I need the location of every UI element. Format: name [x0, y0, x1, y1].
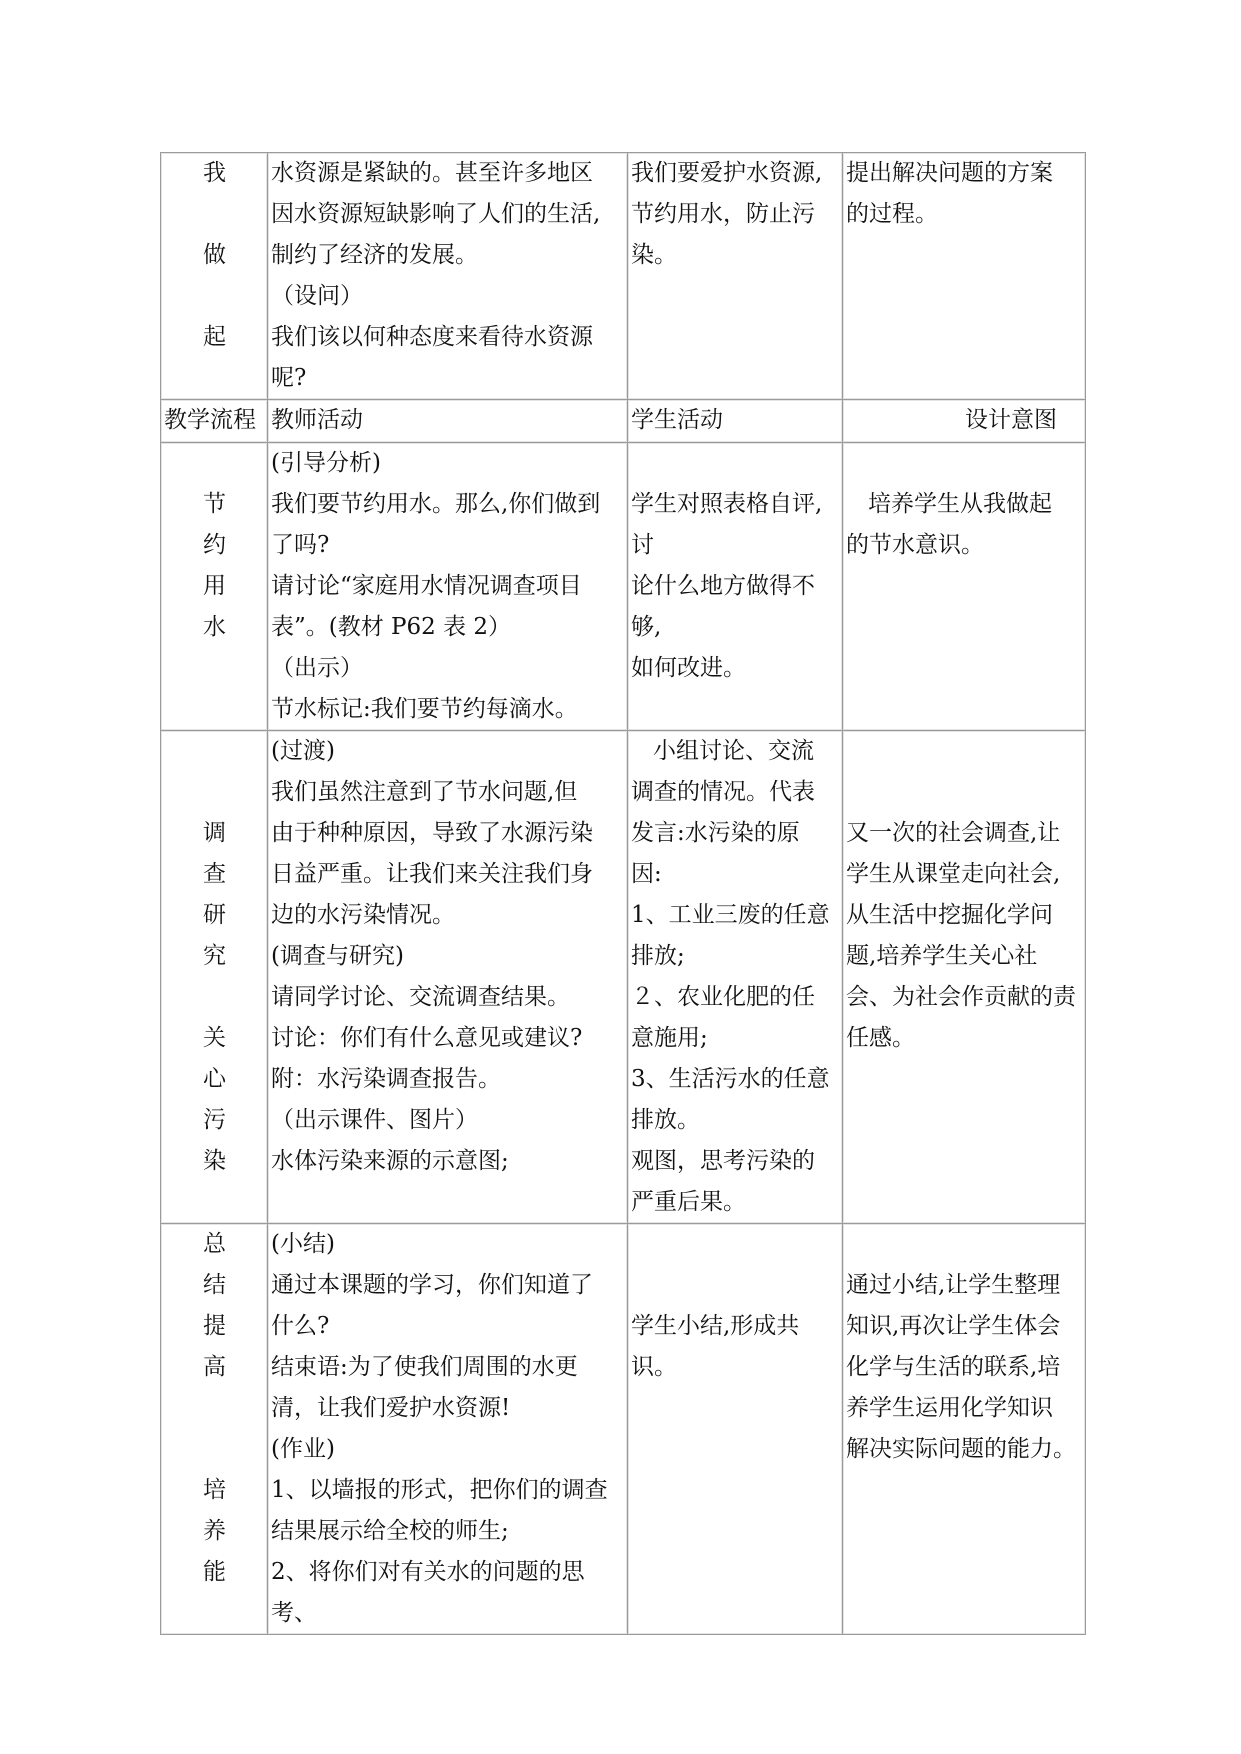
text-line: 水资源是紧缺的。甚至许多地区: [271, 160, 593, 186]
text-line: 结果展示给全校的师生;: [271, 1518, 509, 1544]
text-line: 因水资源短缺影响了人们的生活,: [271, 201, 601, 227]
text-line: 通过小结,让学生整理: [846, 1272, 1061, 1298]
text-line: 请讨论“家庭用水情况调查项目: [271, 573, 582, 599]
table-header-row: [161, 400, 1086, 443]
text-line: (引导分析): [271, 450, 381, 476]
text-line: 讨: [631, 532, 654, 558]
lesson-plan-table: [160, 152, 1086, 1635]
text-line: 边的水污染情况。: [271, 902, 455, 928]
text-line: 我们虽然注意到了节水问题,但: [271, 779, 578, 805]
table-row-start-from-me: [161, 153, 1086, 400]
stage-char: 做: [203, 242, 226, 268]
text-line: 通过本课题的学习，你们知道了: [271, 1272, 593, 1298]
stage-cell: [161, 153, 268, 400]
text-line: 了吗?: [271, 532, 330, 558]
table-row-save-water: [161, 443, 1086, 731]
text-line: 节水标记:我们要节约每滴水。: [271, 696, 578, 722]
text-line: 严重后果。: [631, 1189, 746, 1215]
text-line: 解决实际问题的能力。: [846, 1436, 1076, 1462]
text-line: 的过程。: [846, 201, 938, 227]
text-line: 养学生运用化学知识: [846, 1395, 1053, 1421]
text-line: 清，让我们爱护水资源!: [271, 1395, 511, 1421]
text-line: 学生对照表格自评,: [631, 491, 823, 517]
student-activity-cell: [628, 1224, 843, 1635]
text-line: 2、将你们对有关水的问题的思考、: [271, 1559, 585, 1626]
stage-char: 染: [203, 1148, 226, 1174]
stage-char: 结: [203, 1272, 226, 1298]
stage-char: 起: [203, 324, 226, 350]
text-line: 从生活中挖掘化学问: [846, 902, 1053, 928]
text-line: 什么?: [271, 1313, 330, 1339]
text-line: 培养学生从我做起: [868, 491, 1052, 517]
text-line: 意施用;: [631, 1025, 708, 1051]
text-line: 我们要爱护水资源,: [631, 160, 823, 186]
text-line: 因:: [631, 861, 662, 887]
teacher-activity-cell: [268, 443, 628, 731]
student-activity-cell: [628, 153, 843, 400]
stage-char: 总: [203, 1231, 226, 1257]
stage-char: 心: [203, 1066, 226, 1092]
text-line: 排放;: [631, 943, 685, 969]
text-line: 小组讨论、交流: [653, 738, 814, 764]
text-line: 又一次的社会调查,让: [846, 820, 1061, 846]
text-line: 染。: [631, 242, 677, 268]
text-line: 题,培养学生关心社: [846, 943, 1038, 969]
text-line: 够,: [631, 614, 662, 640]
stage-char: 培: [203, 1477, 226, 1503]
text-line: 讨论：你们有什么意见或建议?: [271, 1025, 583, 1051]
stage-char: 提: [203, 1313, 226, 1339]
text-line: 我们要节约用水。那么,你们做到: [271, 491, 601, 517]
text-line: 附：水污染调查报告。: [271, 1066, 501, 1092]
text-line: (作业): [271, 1436, 335, 1462]
text-line: (小结): [271, 1231, 335, 1257]
stage-cell: [161, 443, 268, 731]
text-line: 会、为社会作贡献的责: [846, 984, 1076, 1010]
student-activity-cell: [628, 443, 843, 731]
text-line: ２、农业化肥的任: [631, 984, 815, 1010]
stage-cell: [161, 1224, 268, 1635]
stage-char: 调: [203, 820, 226, 846]
stage-char: 研: [203, 902, 226, 928]
text-line: 1、以墙报的形式，把你们的调查: [271, 1477, 608, 1503]
text-line: 节约用水，防止污: [631, 201, 815, 227]
text-line: 观图，思考污染的: [631, 1148, 815, 1174]
stage-char: 能: [203, 1559, 226, 1585]
teacher-activity-cell: [268, 731, 628, 1224]
header-teacher-activity: 教师活动: [268, 400, 628, 443]
stage-char: 节: [203, 491, 226, 517]
text-line: 由于种种原因，导致了水源污染: [271, 820, 593, 846]
stage-char: 污: [203, 1107, 226, 1133]
text-line: 论什么地方做得不: [631, 573, 815, 599]
stage-char: 关: [203, 1025, 226, 1051]
table-row-summary: [161, 1224, 1086, 1635]
stage-char: 查: [203, 861, 226, 887]
design-intent-cell: [843, 731, 1086, 1224]
text-line: 1、工业三废的任意: [631, 902, 830, 928]
text-line: (调查与研究): [271, 943, 404, 969]
text-line: 我们该以何种态度来看待水资源: [271, 324, 593, 350]
text-line: 请同学讨论、交流调查结果。: [271, 984, 570, 1010]
text-line: 调查的情况。代表: [631, 779, 815, 805]
text-line: 发言:水污染的原: [631, 820, 800, 846]
text-line: 呢?: [271, 365, 307, 391]
stage-char: 养: [203, 1518, 226, 1544]
text-line: 制约了经济的发展。: [271, 242, 478, 268]
header-teaching-flow: 教学流程: [161, 400, 268, 443]
text-line: 任感。: [846, 1025, 915, 1051]
student-activity-cell: [628, 731, 843, 1224]
stage-char: 约: [203, 532, 226, 558]
text-line: 如何改进。: [631, 655, 746, 681]
design-intent-cell: [843, 1224, 1086, 1635]
header-design-intent: 设计意图: [843, 400, 1086, 443]
stage-char: 我: [203, 160, 226, 186]
text-line: （出示课件、图片）: [271, 1107, 478, 1133]
text-line: （设问）: [271, 283, 363, 309]
text-line: 的节水意识。: [846, 532, 984, 558]
text-line: 学生小结,形成共: [631, 1313, 800, 1339]
text-line: 排放。: [631, 1107, 700, 1133]
stage-char: 用: [203, 573, 226, 599]
stage-char: 高: [203, 1354, 226, 1380]
text-line: 学生从课堂走向社会,: [846, 861, 1061, 887]
design-intent-cell: [843, 153, 1086, 400]
text-line: 3、生活污水的任意: [631, 1066, 830, 1092]
text-line: 表”。(教材 P62 表 2）: [271, 614, 512, 640]
table-row-survey-pollution: [161, 731, 1086, 1224]
text-line: 结束语:为了使我们周围的水更: [271, 1354, 578, 1380]
text-line: （出示）: [271, 655, 363, 681]
text-line: 化学与生活的联系,培: [846, 1354, 1061, 1380]
text-line: 识。: [631, 1354, 677, 1380]
design-intent-cell: [843, 443, 1086, 731]
header-student-activity: 学生活动: [628, 400, 843, 443]
text-line: 知识,再次让学生体会: [846, 1313, 1061, 1339]
teacher-activity-cell: [268, 153, 628, 400]
stage-cell: [161, 731, 268, 1224]
text-line: 提出解决问题的方案: [846, 160, 1053, 186]
text-line: (过渡): [271, 738, 335, 764]
stage-char: 究: [203, 943, 226, 969]
text-line: 日益严重。让我们来关注我们身: [271, 861, 593, 887]
text-line: 水体污染来源的示意图;: [271, 1148, 509, 1174]
stage-char: 水: [203, 614, 226, 640]
teacher-activity-cell: [268, 1224, 628, 1635]
